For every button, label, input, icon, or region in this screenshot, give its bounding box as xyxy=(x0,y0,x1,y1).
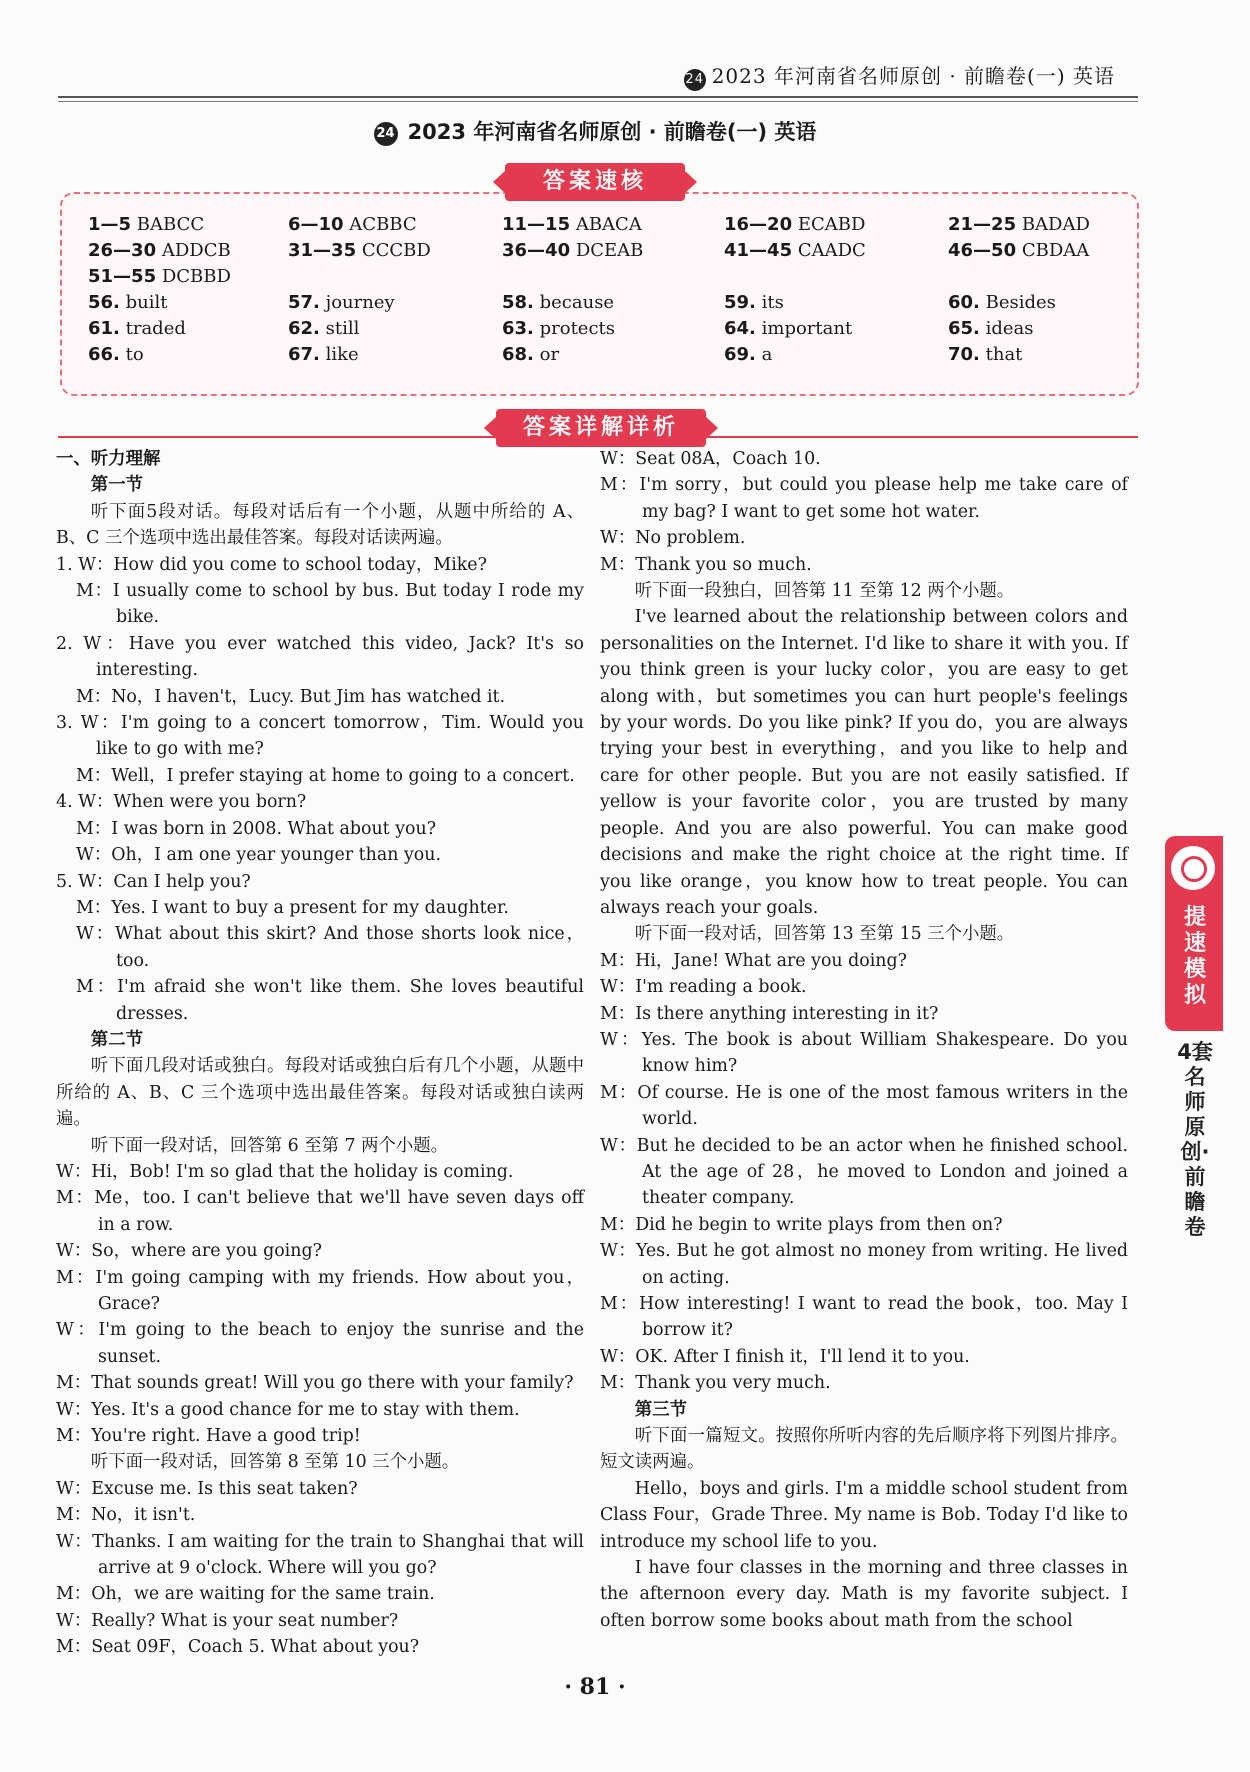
answer-number: 41—45 xyxy=(724,240,793,261)
right-column xyxy=(600,446,1128,1634)
target-icon xyxy=(1171,846,1215,890)
answer-item xyxy=(724,318,948,340)
paragraph: W：Excuse me. Is this seat taken? xyxy=(56,1478,358,1499)
answer-value: built xyxy=(119,292,168,313)
answer-value: CAADC xyxy=(792,240,866,261)
paragraph: M：Thank you very much. xyxy=(600,1373,831,1394)
explanation-ribbon: 答案详解详析 xyxy=(496,409,706,447)
answer-number: 67. xyxy=(288,344,320,365)
answer-value: because xyxy=(533,292,615,313)
answer-item xyxy=(288,344,502,366)
paragraph: W：So，where are you going? xyxy=(56,1241,322,1262)
answer-number: 58. xyxy=(502,292,534,313)
answer-grid xyxy=(88,214,1128,366)
answer-item xyxy=(948,214,1128,236)
paragraph: M：I was born in 2008. What about you? xyxy=(76,818,437,839)
paragraph: 听下面一段独白，回答第 11 至第 12 两个小题。 xyxy=(634,581,1015,602)
answer-number: 26—30 xyxy=(88,240,157,261)
paragraph: M：Did he begin to write plays from then on? xyxy=(600,1214,1003,1235)
header-rule-thin xyxy=(58,101,1138,102)
paragraph: M：Yes. I want to buy a present for my daughter. xyxy=(76,897,509,918)
answer-value: its xyxy=(755,292,784,313)
paragraph: M：Thank you so much. xyxy=(600,554,812,575)
answer-number: 1—5 xyxy=(88,214,132,235)
answer-value: CBDAA xyxy=(1016,240,1090,261)
paragraph: 听下面一段对话，回答第 8 至第 10 三个小题。 xyxy=(90,1452,460,1473)
title-text: 2023 年河南省名师原创 · 前瞻卷(一) 英语 xyxy=(407,120,817,144)
paragraph: 第三节 xyxy=(634,1399,687,1420)
answer-item xyxy=(88,214,288,236)
answer-item xyxy=(724,292,948,314)
answer-item xyxy=(948,292,1128,314)
answer-number: 6—10 xyxy=(288,214,344,235)
answer-item xyxy=(502,318,724,340)
answer-number: 60. xyxy=(948,292,980,313)
paragraph: 听下面一段对话，回答第 13 至第 15 三个小题。 xyxy=(634,924,1015,945)
paragraph: M：No，I haven't，Lucy. But Jim has watched it. xyxy=(76,686,506,707)
paragraph: W：Yes. But he got almost no money from writing. He lived on acting. xyxy=(600,1241,1128,1288)
answer-item xyxy=(88,240,288,262)
answer-item xyxy=(502,292,724,314)
paragraph: W：Yes. It's a good chance for me to stay with them. xyxy=(56,1399,520,1420)
answer-number: 16—20 xyxy=(724,214,793,235)
answer-value: ACBBC xyxy=(343,214,417,235)
answer-value: DCBBD xyxy=(156,266,231,287)
paragraph: M：Of course. He is one of the most famous writers in the world. xyxy=(600,1082,1128,1130)
answer-item xyxy=(948,240,1128,262)
running-header xyxy=(684,60,1115,91)
answer-number: 59. xyxy=(724,292,756,313)
answer-value: traded xyxy=(119,318,186,339)
paragraph: W：I'm reading a book. xyxy=(600,977,807,998)
paragraph: M：I'm afraid she won't like them. She loves beautiful dresses. xyxy=(76,977,584,1024)
paragraph: W：Seat 08A，Coach 10. xyxy=(600,449,821,469)
answer-value: journey xyxy=(319,292,395,313)
answer-item xyxy=(288,292,502,314)
paragraph: W：Hi，Bob! I'm so glad that the holiday is coming. xyxy=(56,1161,514,1182)
paragraph: M：I'm sorry，but could you please help me take care of my bag? I want to get some hot water. xyxy=(600,475,1128,522)
answer-item xyxy=(288,214,502,236)
answer-value: DCEAB xyxy=(570,240,644,261)
paragraph: M：Oh，we are waiting for the same train. xyxy=(56,1584,435,1605)
answer-number: 56. xyxy=(88,292,120,313)
paragraph: W：Oh，I am one year younger than you. xyxy=(76,845,441,866)
answer-number: 51—55 xyxy=(88,266,157,287)
answer-number: 11—15 xyxy=(502,214,571,235)
paragraph: M：You're right. Have a good trip! xyxy=(56,1426,361,1447)
paragraph: 第一节 xyxy=(90,475,143,496)
header-text: 2023 年河南省名师原创 · 前瞻卷(一) 英语 xyxy=(711,64,1115,88)
answer-item xyxy=(88,292,288,314)
answer-value: ideas xyxy=(979,318,1034,339)
answer-item xyxy=(502,266,724,288)
answer-number: 36—40 xyxy=(502,240,571,261)
answer-value: like xyxy=(319,344,359,365)
page-number: · 81 · xyxy=(564,1674,626,1700)
answer-item xyxy=(948,266,1128,288)
answer-item xyxy=(88,266,288,288)
answer-item xyxy=(502,240,724,262)
answer-item xyxy=(724,266,948,288)
paragraph: 第二节 xyxy=(90,1029,143,1050)
paragraph: M：No，it isn't. xyxy=(56,1505,196,1526)
answer-number: 61. xyxy=(88,318,120,339)
paragraph: 1. W：How did you come to school today，Mike? xyxy=(56,554,487,575)
answer-value: BABCC xyxy=(131,214,205,235)
answer-number: 21—25 xyxy=(948,214,1017,235)
paragraph: 3. W：I'm going to a concert tomorrow，Tim. Would you like to go with me? xyxy=(56,713,584,760)
answer-item xyxy=(88,344,288,366)
answer-value: ADDCB xyxy=(156,240,231,261)
paragraph: 5. W：Can I help you? xyxy=(56,871,251,892)
answer-item xyxy=(724,344,948,366)
paragraph: M：I'm going camping with my friends. How about you，Grace? xyxy=(56,1267,584,1314)
answer-item xyxy=(288,240,502,262)
answer-number: 64. xyxy=(724,318,756,339)
paragraph: M：That sounds great! Will you go there with your family? xyxy=(56,1373,574,1394)
answer-item xyxy=(502,214,724,236)
answer-number: 57. xyxy=(288,292,320,313)
paragraph: 一、听力理解 xyxy=(56,449,161,469)
answer-value: Besides xyxy=(979,292,1056,313)
paragraph: M：Me，too. I can't believe that we'll have seven days off in a row. xyxy=(56,1188,584,1235)
paragraph: 2. W：Have you ever watched this video, Jack? It's so interesting. xyxy=(56,633,584,681)
paragraph: M：Hi，Jane! What are you doing? xyxy=(600,950,907,971)
title-badge: 24 xyxy=(374,122,398,146)
paragraph: 听下面一篇短文。按照你所听内容的先后顺序将下列图片排序。短文读两遍。 xyxy=(600,1426,1128,1473)
paragraph: 听下面一段对话，回答第 6 至第 7 两个小题。 xyxy=(90,1135,449,1156)
paragraph: 听下面5段对话。每段对话后有一个小题，从题中所给的 A、B、C 三个选项中选出最佳答案。每段对话读两遍。 xyxy=(56,501,584,549)
answer-ribbon: 答案速核 xyxy=(505,163,685,201)
answer-item xyxy=(502,344,724,366)
answer-item xyxy=(948,318,1128,340)
answer-value: BADAD xyxy=(1016,214,1090,235)
page-title xyxy=(0,116,1190,146)
answer-value: a xyxy=(755,344,773,365)
paragraph: Hello，boys and girls. I'm a middle school student from Class Four，Grade Three. My name is Bob. Today I'd like to introduce my school life to you. xyxy=(600,1478,1128,1552)
paragraph: W：Thanks. I am waiting for the train to Shanghai that will arrive at 9 o'clock. Where will you go? xyxy=(56,1531,584,1579)
answer-value: ABACA xyxy=(570,214,642,235)
paragraph: W：OK. After I finish it，I'll lend it to you. xyxy=(600,1346,970,1367)
answer-item xyxy=(724,214,948,236)
answer-value: or xyxy=(533,344,560,365)
paragraph: 4. W：When were you born? xyxy=(56,792,307,813)
paragraph: M：How interesting! I want to read the book，too. May I borrow it? xyxy=(600,1294,1128,1341)
paragraph: 听下面几段对话或独白。每段对话或独白后有几个小题，从题中所给的 A、B、C 三个选项中选出最佳答案。每段对话或独白读两遍。 xyxy=(56,1056,584,1130)
answer-value: important xyxy=(755,318,853,339)
answer-number: 68. xyxy=(502,344,534,365)
answer-number: 63. xyxy=(502,318,534,339)
answer-number: 66. xyxy=(88,344,120,365)
paragraph: W：I'm going to the beach to enjoy the sunrise and the sunset. xyxy=(56,1320,584,1367)
answer-number: 31—35 xyxy=(288,240,357,261)
answer-item xyxy=(88,318,288,340)
answer-item xyxy=(288,266,502,288)
paragraph: W：What about this skirt? And those shorts look nice，too. xyxy=(76,924,584,971)
header-rule xyxy=(58,96,1138,98)
paragraph: I've learned about the relationship between colors and personalities on the Internet. I'd like to share it with you. If you think green is your lucky color，you are easy to get along with，but sometimes you can hurt people's feelings by your words. Do you like pink? If you do，you are always trying your best in everything，and you like to help and care for other people. But you are not easily satisfied. If yellow is your favorite color，you are trusted by many people. And you are also powerful. You can make good decisions and make the right choice at the right time. If you like orange，you know how to treat people. You can always reach your goals. xyxy=(600,607,1128,918)
answer-value: protects xyxy=(533,318,616,339)
paragraph: W：No problem. xyxy=(600,528,746,549)
answer-value: CCCBD xyxy=(356,240,431,261)
paragraph: W：Really? What is your seat number? xyxy=(56,1610,399,1631)
answer-item xyxy=(724,240,948,262)
answer-value: still xyxy=(319,318,360,339)
header-badge: 24 xyxy=(684,69,706,91)
paragraph: I have four classes in the morning and three classes in the afternoon every day. Math is my favorite subject. I often borrow some books about math from the school xyxy=(600,1558,1128,1631)
paragraph: W：Yes. The book is about William Shakespeare. Do you know him? xyxy=(600,1029,1128,1077)
paragraph: M：I usually come to school by bus. But today I rode my bike. xyxy=(76,581,584,628)
answer-number: 46—50 xyxy=(948,240,1017,261)
answer-value: to xyxy=(119,344,144,365)
answer-value: that xyxy=(979,344,1023,365)
answer-item xyxy=(288,318,502,340)
answer-number: 70. xyxy=(948,344,980,365)
answer-number: 65. xyxy=(948,318,980,339)
answer-item xyxy=(948,344,1128,366)
answer-number: 62. xyxy=(288,318,320,339)
paragraph: W：But he decided to be an actor when he finished school. At the age of 28，he moved to London and joined a theater company. xyxy=(600,1135,1128,1209)
paragraph: M：Well，I prefer staying at home to going to a concert. xyxy=(76,765,575,786)
side-tab-label: 提速模拟 xyxy=(1183,905,1206,1008)
side-label: 4套名师原创·前瞻卷 xyxy=(1177,1040,1213,1239)
answer-number: 69. xyxy=(724,344,756,365)
left-column xyxy=(56,446,584,1661)
paragraph: M：Seat 09F，Coach 5. What about you? xyxy=(56,1637,420,1658)
paragraph: M：Is there anything interesting in it? xyxy=(600,1003,939,1024)
answer-value: ECABD xyxy=(792,214,866,235)
